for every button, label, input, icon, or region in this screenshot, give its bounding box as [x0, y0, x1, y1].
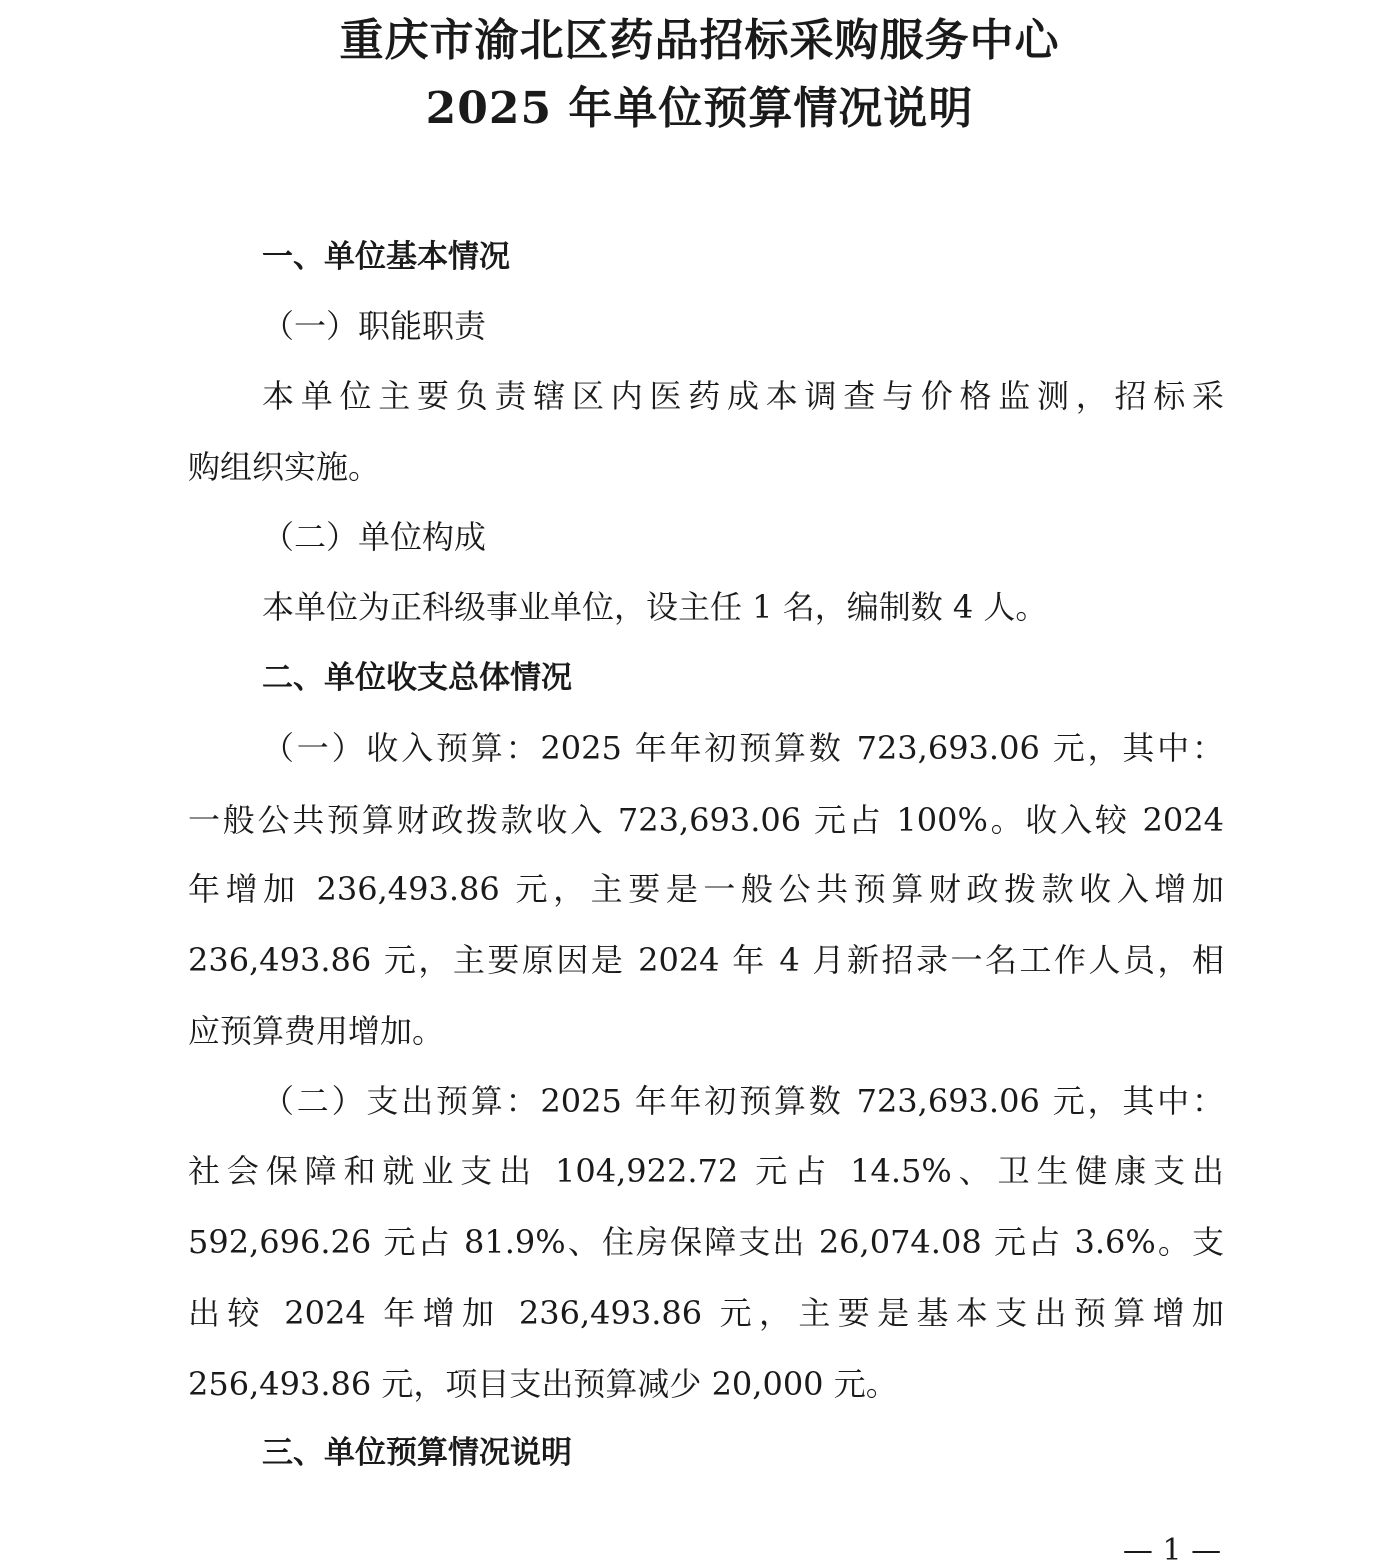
subsection-heading-duties: （一）职能职责 — [262, 307, 487, 345]
paragraph-line: 本单位为正科级事业单位，设主任 1 名，编制数 4 人。 — [262, 588, 1048, 626]
paragraph-line: 236,493.86 元，主要原因是 2024 年 4 月新招录一名工作人员，相 — [188, 941, 1224, 979]
paragraph-line: （二）支出预算：2025 年年初预算数 723,693.06 元，其中： — [262, 1082, 1224, 1120]
subsection-heading-composition: （二）单位构成 — [262, 518, 487, 556]
paragraph-line: 应预算费用增加。 — [188, 1012, 445, 1050]
paragraph-line: 年增加 236,493.86 元，主要是一般公共预算财政拨款收入增加 — [188, 870, 1224, 908]
paragraph-line: 社会保障和就业支出 104,922.72 元占 14.5%、卫生健康支出 — [188, 1152, 1224, 1190]
paragraph-line: 本单位主要负责辖区内医药成本调查与价格监测，招标采 — [262, 377, 1224, 415]
document-title-line-1: 重庆市渝北区药品招标采购服务中心 — [339, 15, 1060, 66]
paragraph-line: （一）收入预算：2025 年年初预算数 723,693.06 元，其中： — [262, 729, 1224, 767]
section-heading-1: 一、单位基本情况 — [262, 239, 510, 275]
section-heading-2: 二、单位收支总体情况 — [262, 660, 572, 696]
paragraph-line: 购组织实施。 — [188, 448, 381, 486]
paragraph-line: 592,696.26 元占 81.9%、住房保障支出 26,074.08 元占 3.6%。支 — [188, 1223, 1224, 1261]
section-heading-3: 三、单位预算情况说明 — [262, 1435, 572, 1471]
paragraph-line: 一般公共预算财政拨款收入 723,693.06 元占 100%。收入较 2024 — [188, 801, 1224, 839]
document-title-line-2: 2025 年单位预算情况说明 — [425, 83, 974, 134]
page-number: — 1 — — [1122, 1533, 1222, 1568]
paragraph-line: 出较 2024 年增加 236,493.86 元，主要是基本支出预算增加 — [188, 1294, 1224, 1332]
paragraph-line: 256,493.86 元，项目支出预算减少 20,000 元。 — [188, 1365, 898, 1403]
